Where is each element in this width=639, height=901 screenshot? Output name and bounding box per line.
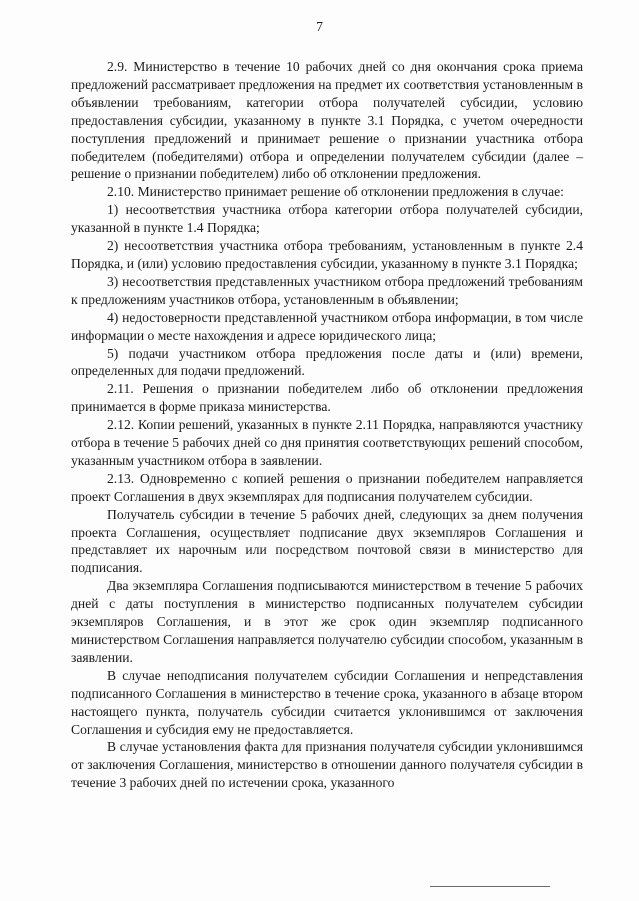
paragraph-2-12: 2.12. Копии решений, указанных в пункте 2.11 Порядка, направляются участнику отбора в течение 5 рабочих дней со дня принятия соответствующих решений способом, указанным участником отбора в заявлении.	[71, 417, 583, 468]
list-item-3: 3) несоответствия представленных участником отбора предложений требованиям к предложениям участников отбора, установленным в объявлении;	[71, 273, 583, 307]
paragraph-recipient-signing: Получатель субсидии в течение 5 рабочих дней, следующих за днем получения проекта Соглашения, осуществляет подписание двух экземпляров Соглашения и представляет их нарочным или посредством почтовой связи в министерство для подписания.	[71, 506, 583, 576]
paragraph-2-9: 2.9. Министерство в течение 10 рабочих дней со дня окончания срока приема предложений рассматривает предложения на предмет их соответствия установленным в объявлении требованиям, категории отбора получателей субсидии, условию предоставления субсидии, указанному в пункте 3.1 Порядка, с учетом очередности поступления предложений и принимает решение о признании участника отбора победителем (победителями) отбора и определении получателем субсидии (далее – решение о признании победителем) либо об отклонении предложения.	[71, 59, 583, 182]
paragraph-2-13: 2.13. Одновременно с копией решения о признании победителем направляется проект Соглашения в двух экземплярах для подписания получателем субсидии.	[71, 470, 583, 504]
page-number: 7	[316, 19, 323, 34]
list-item-5: 5) подачи участником отбора предложения после даты и (или) времени, определенных для подачи предложений.	[71, 345, 583, 379]
document-body	[71, 58, 583, 792]
scan-line-mark	[430, 886, 550, 887]
list-item-2: 2) несоответствия участника отбора требованиям, установленным в пункте 2.4 Порядка, и (или) условию предоставления субсидии, указанному в пункте 3.1 Порядка;	[71, 238, 583, 271]
paragraph-2-10: 2.10. Министерство принимает решение об отклонении предложения в случае:	[107, 184, 564, 200]
paragraph-two-copies: Два экземпляра Соглашения подписываются министерством в течение 5 рабочих дней с даты поступления в министерство подписанных получателем субсидии экземпляров Соглашения, и в этот же срок один экземпляр подписанного министерством Соглашения направляется получателю субсидии способом, указанным в заявлении.	[71, 578, 583, 665]
paragraph-2-11: 2.11. Решения о признании победителем либо об отклонении предложения принимается в форме приказа министерства.	[71, 381, 583, 415]
list-item-4: 4) недостоверности представленной участником отбора информации, в том числе информации о месте нахождения и адресе юридического лица;	[71, 309, 583, 343]
paragraph-non-signing: В случае неподписания получателем субсидии Соглашения и непредставления подписанного Соглашения в министерство в течение срока, указанного в абзаце втором настоящего пункта, получатель субсидии считается уклонившимся от заключения Соглашения и субсидия ему не предоставляется.	[71, 667, 583, 737]
paragraph-evasion: В случае установления факта для признания получателя субсидии уклонившимся от заключения Соглашения, министерство в отношении данного получателя субсидии в течение 3 рабочих дней по истечении срока, указанного	[71, 739, 583, 791]
list-item-1: 1) несоответствия участника отбора категории отбора получателей субсидии, указанной в пункте 1.4 Порядка;	[71, 202, 583, 236]
